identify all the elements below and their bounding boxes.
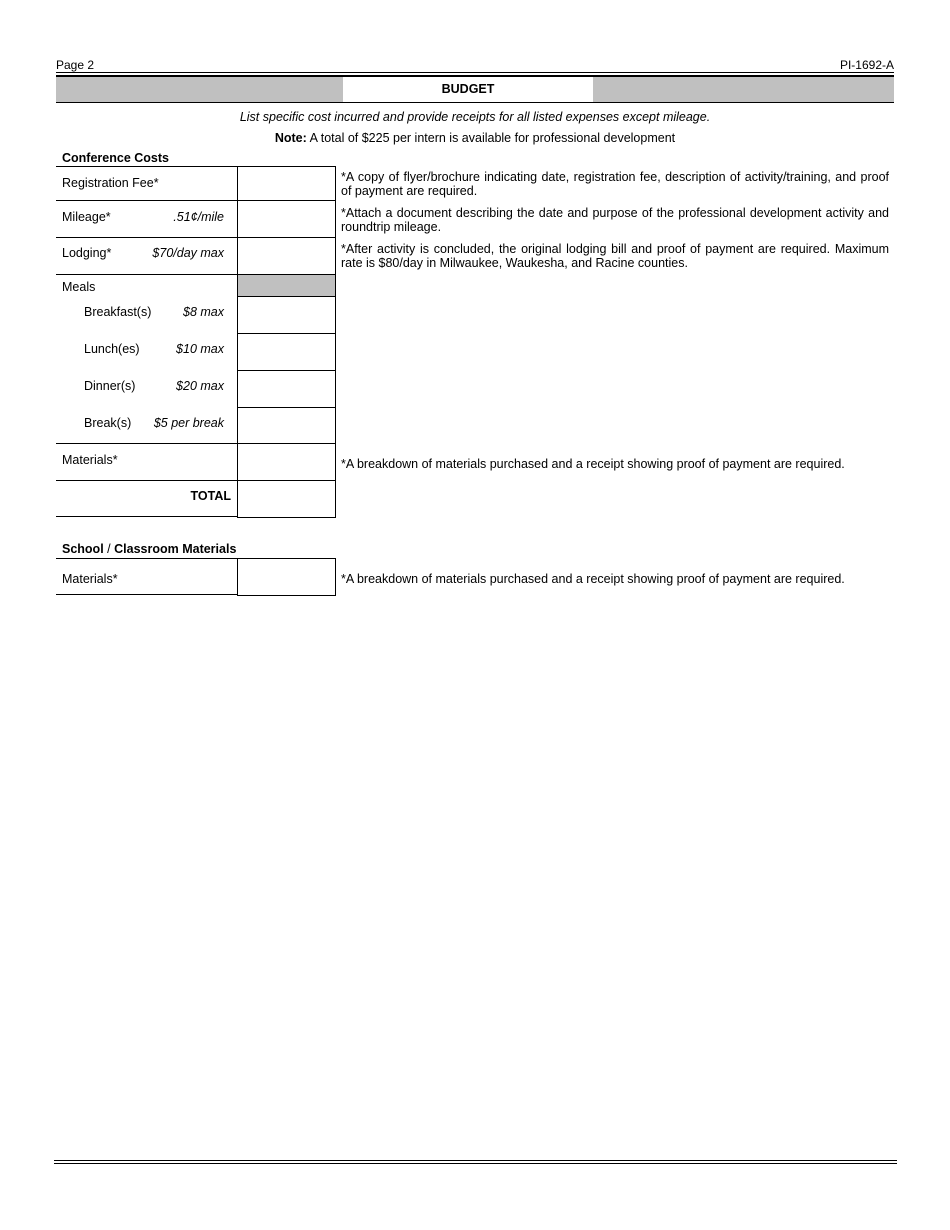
page-number: Page 2 bbox=[56, 58, 95, 72]
mileage-label: Mileage* bbox=[62, 210, 111, 224]
breakfast-rate: $8 max bbox=[183, 305, 224, 319]
mileage-note: *Attach a document describing the date and purpose of the professional development activity and roundtrip mileage. bbox=[341, 206, 889, 234]
registration-fee-note: *A copy of flyer/brochure indicating date, registration fee, description of activity/training, and proof of payment are required. bbox=[341, 170, 889, 198]
dinner-rate: $20 max bbox=[176, 379, 224, 393]
school-materials-heading bbox=[62, 542, 236, 556]
budget-instruction: List specific cost incurred and provide receipts for all listed expenses except mileage. bbox=[239, 110, 711, 124]
row-rule bbox=[56, 443, 238, 444]
lodging-note: *After activity is concluded, the original lodging bill and proof of payment are required. Maximum rate is $80/day in Milwaukee, Waukesha, and Racine counties. bbox=[341, 242, 889, 270]
break-label: Break(s) bbox=[84, 416, 132, 430]
budget-title-bar bbox=[56, 77, 894, 102]
lodging-rate: $70/day max bbox=[152, 246, 224, 260]
budget-note bbox=[56, 131, 894, 145]
conference-costs-heading: Conference Costs bbox=[62, 151, 169, 165]
school-heading-separator: / bbox=[107, 542, 111, 556]
breakfast-label: Breakfast(s) bbox=[84, 305, 152, 319]
meals-label: Meals bbox=[62, 280, 96, 294]
mileage-rate: .51¢/mile bbox=[173, 210, 224, 224]
school-materials-note: *A breakdown of materials purchased and a receipt showing proof of payment are required. bbox=[341, 572, 845, 586]
school-materials-input[interactable] bbox=[237, 558, 336, 596]
lunch-label: Lunch(es) bbox=[84, 342, 140, 356]
total-label: TOTAL bbox=[190, 489, 231, 503]
total-input[interactable] bbox=[237, 480, 336, 518]
footer-rule-top bbox=[54, 1160, 897, 1161]
lunch-input[interactable] bbox=[237, 333, 336, 371]
lodging-input[interactable] bbox=[237, 237, 336, 275]
break-rate: $5 per break bbox=[153, 416, 224, 430]
school-materials-label: Materials* bbox=[62, 572, 118, 586]
mileage-input[interactable] bbox=[237, 200, 336, 238]
break-input[interactable] bbox=[237, 407, 336, 444]
conference-materials-label: Materials* bbox=[62, 453, 118, 467]
row-rule bbox=[56, 480, 238, 481]
lunch-rate: $10 max bbox=[176, 342, 224, 356]
budget-title-rule bbox=[56, 102, 894, 103]
footer-rule-bottom bbox=[54, 1163, 897, 1164]
budget-note-text: A total of $225 per intern is available for professional development bbox=[309, 131, 676, 145]
conference-materials-input[interactable] bbox=[237, 443, 336, 481]
registration-fee-label: Registration Fee* bbox=[62, 176, 159, 190]
row-rule bbox=[56, 237, 238, 238]
meals-header-cell bbox=[237, 274, 336, 297]
budget-title: BUDGET bbox=[343, 77, 593, 102]
registration-fee-input[interactable] bbox=[237, 166, 336, 202]
dinner-label: Dinner(s) bbox=[84, 379, 136, 393]
header-rule-top bbox=[56, 72, 894, 73]
school-heading-part1: School bbox=[62, 542, 104, 556]
lodging-label: Lodging* bbox=[62, 246, 112, 260]
breakfast-input[interactable] bbox=[237, 296, 336, 334]
school-heading-part2: Classroom Materials bbox=[114, 542, 237, 556]
row-rule bbox=[56, 274, 238, 275]
row-rule bbox=[56, 200, 238, 201]
form-id: PI-1692-A bbox=[839, 58, 894, 72]
budget-note-label: Note: bbox=[274, 131, 307, 145]
dinner-input[interactable] bbox=[237, 370, 336, 408]
conference-materials-note: *A breakdown of materials purchased and a receipt showing proof of payment are required. bbox=[341, 457, 845, 471]
